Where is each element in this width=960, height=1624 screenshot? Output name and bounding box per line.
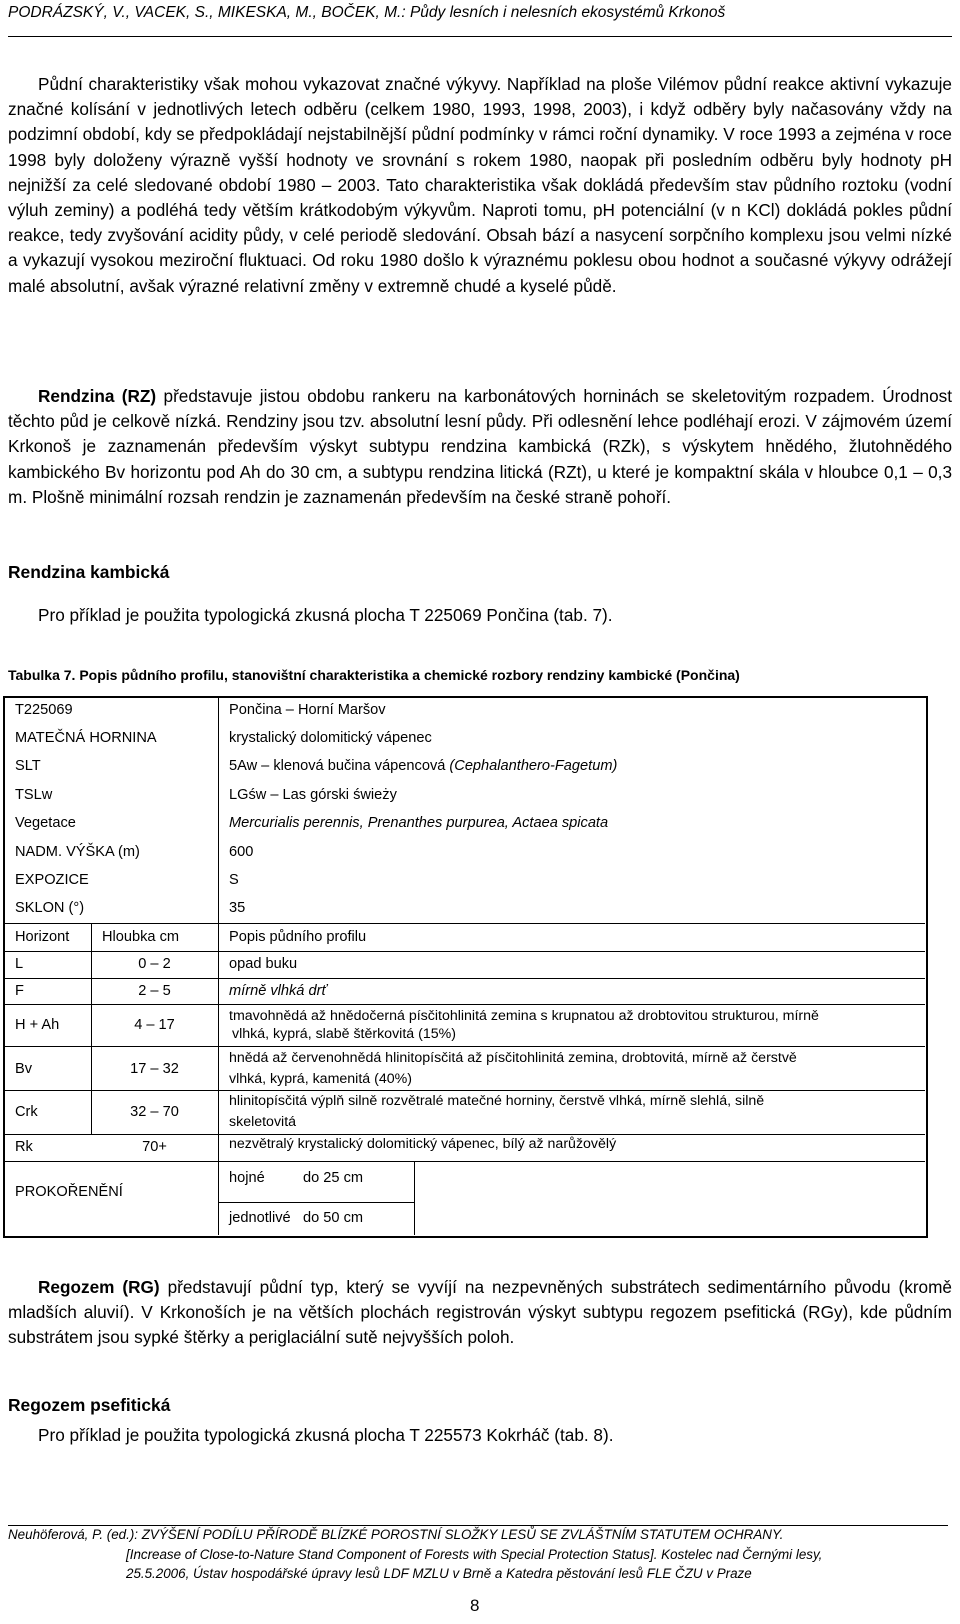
horizon-cell: Rk (15, 1139, 33, 1155)
header-authors: PODRÁZSKÝ, V., VACEK, S., MIKESKA, M., BOČEK, M. (8, 4, 402, 21)
table-rule (5, 1004, 925, 1005)
table-caption-label: Tabulka 7. (8, 667, 76, 683)
meta-label: TSLw (15, 787, 53, 803)
meta-label: MATEČNÁ HORNINA (15, 730, 157, 746)
meta-label: Vegetace (15, 815, 76, 831)
description-cell-cont: vlhká, kyprá, kamenitá (40%) (229, 1071, 412, 1087)
section-heading-rendzina-kambicka: Rendzina kambická (8, 562, 170, 582)
depth-cell: 4 – 17 (134, 1017, 175, 1033)
depth-cell: 0 – 2 (138, 956, 171, 972)
meta-value: 600 (229, 844, 254, 860)
meta-label: EXPOZICE (15, 872, 89, 888)
meta-value: Mercurialis perennis, Prenanthes purpurea, Actaea spicata (229, 815, 609, 831)
meta-label: NADM. VÝŠKA (m) (15, 844, 140, 860)
rendzina-term: Rendzina (RZ) (38, 386, 157, 406)
description-cell: mírně vlhká drť (229, 983, 327, 999)
depth-cell: 32 – 70 (130, 1104, 179, 1120)
table-caption (8, 667, 740, 683)
description-cell-cont: vlhká, kyprá, slabě štěrkovitá (15%) (232, 1026, 456, 1042)
depth-cell: 17 – 32 (130, 1061, 179, 1077)
table-rule (5, 1090, 925, 1091)
rooting-density: hojné (229, 1170, 265, 1186)
horizon-cell: L (15, 956, 24, 972)
header-rule (8, 36, 952, 37)
rooting-depth: do 50 cm (303, 1210, 364, 1226)
col-header-description: Popis půdního profilu (229, 929, 367, 945)
table-rule (5, 1046, 925, 1047)
meta-label: SKLON (°) (15, 900, 85, 916)
table-rule (218, 1202, 414, 1203)
meta-value: Pončina – Horní Maršov (229, 702, 386, 718)
meta-value: S (229, 872, 239, 888)
depth-cell: 70+ (142, 1139, 167, 1155)
regozem-term: Regozem (RG) (38, 1277, 160, 1297)
description-cell: hlinitopísčitá výplň silně rozvětralé matečné horniny, čerstvě vlhká, mírně slehlá, silně (229, 1093, 765, 1109)
horizon-cell: Crk (15, 1104, 38, 1120)
meta-value: 5Aw – klenová bučina vápencová (Cephalanthero-Fagetum) (229, 758, 618, 774)
table-rule (5, 951, 925, 952)
section-text-rendzina-kambicka: Pro příklad je použita typologická zkusná plocha T 225069 Pončina (tab. 7). (38, 605, 613, 625)
horizon-cell: F (15, 983, 24, 999)
footer-line: [Increase of Close-to-Nature Stand Component of Forests with Special Protection Status]. Kostelec nad Černými lesy, (126, 1547, 823, 1562)
meta-value: 35 (229, 900, 246, 916)
section-text-regozem-psefiticka: Pro příklad je použita typologická zkusná plocha T 225573 Kokrháč (tab. 8). (38, 1425, 614, 1445)
page-number: 8 (470, 1596, 480, 1615)
horizon-cell: Bv (15, 1061, 33, 1077)
section-heading-regozem-psefiticka: Regozem psefitická (8, 1395, 171, 1415)
paragraph-regozem: Regozem (RG) představují půdní typ, který se vyvíjí na nezpevněných substrátech sedimentárního původu (kromě mladších aluvií). V Krkonoších je na větších plochách registrován výskyt subtypu regozem psefitická (RGy), kde půdním substrátem jsou sypké štěrky a periglaciální sutě nejvyšších poloh. (8, 1277, 952, 1348)
soil-profile-table (3, 696, 928, 1238)
table-rule (5, 978, 925, 979)
table-rule (5, 1161, 925, 1162)
table-rule (5, 1134, 925, 1135)
table-column-rule (218, 698, 219, 1235)
table-column-rule (414, 1161, 415, 1235)
depth-cell: 2 – 5 (138, 983, 171, 999)
header-title: : Půdy lesních i nelesních ekosystémů Krkonoš (401, 4, 726, 21)
col-header-horizon: Horizont (15, 929, 70, 945)
horizon-cell: H + Ah (15, 1017, 60, 1033)
paragraph-rendzina: Rendzina (RZ) představuje jistou obdobu rankeru na karbonátových horninách se skeletovitým rozpadem. Úrodnost těchto půd je celkově nízká. Rendziny jsou tzv. absolutní lesní půdy. Při odlesnění lehce podléhají erozi. V zájmovém území Krkonoš je zaznamenán především výskyt subtypu rendzina kambická (RZk), s výskytem hnědého, žlutohnědého kambického Bv horizontu pod Ah do 30 cm, a subtypu rendzina litická (RZt), u které je kompaktní skála v hloubce 0,1 – 0,3 m. Plošně minimální rozsah rendzin je zaznamenán především na české straně pohoří. (8, 386, 953, 507)
rooting-density: jednotlivé (229, 1210, 291, 1226)
meta-label: T225069 (15, 702, 73, 718)
table-rule (5, 923, 925, 924)
description-cell: nezvětralý krystalický dolomitický vápenec, bílý až narůžovělý (229, 1136, 617, 1152)
description-cell: opad buku (229, 956, 298, 972)
table-caption-text: Popis půdního profilu, stanovištní charakteristika a chemické rozbory rendziny kambické (Pončina) (75, 667, 740, 683)
rooting-depth: do 25 cm (303, 1170, 364, 1186)
rooting-label: PROKOŘENĚNÍ (15, 1184, 123, 1200)
meta-label: SLT (15, 758, 41, 774)
description-cell: hnědá až červenohnědá hlinitopísčitá až písčitohlinitá zemina, drobtovitá, mírně až čerstvě (229, 1050, 797, 1066)
footer-rule (8, 1525, 948, 1526)
description-cell-cont: skeletovitá (229, 1114, 297, 1130)
running-header (8, 4, 725, 22)
footer-line: 25.5.2006, Ústav hospodářské úpravy lesů LDF MZLU v Brně a Katedra pěstování lesů FLE ČZU v Praze (126, 1566, 752, 1581)
meta-value: LGśw – Las górski świeży (229, 787, 397, 803)
meta-value: krystalický dolomitický vápenec (229, 730, 432, 746)
description-cell: tmavohnědá až hnědočerná písčitohlinitá zemina s krupnatou až drobtovitou strukturou, mírně (229, 1008, 819, 1024)
paragraph-soil-characteristics: Půdní charakteristiky však mohou vykazovat značné výkyvy. Například na ploše Vilémov půdní reakce aktivní vykazuje značné kolísání v jednotlivých letech odběru (celkem 1980, 1993, 1998, 2003), i když odběry byly načasovány vždy na podzimní období, kdy se předpokládají nejstabilnější půdní podmínky v rámci roční dynamiky. V roce 1993 a zejména v roce 1998 byly doloženy výrazně vyšší hodnoty ve srovnání s rokem 1980, naopak při posledním odběru byly hodnoty pH nejnižší za celé sledované období 1980 – 2003. Tato charakteristika však dokládá především stav půdního roztoku (vodní výluh zeminy) a podléhá tedy větším krátkodobým výkyvům. Naproti tomu, pH potenciální (v n KCl) dokládá pokles půdní reakce, tedy zvyšování acidity půdy, v celé periodě sledování. Obsah bází a nasycení sorpčního komplexu jsou velmi nízké a vykazují vysokou meziroční fluktuaci. Od roku 1980 došlo k výraznému poklesu obou hodnot a současné výkyvy odrážejí malé absolutní, avšak výrazné relativní změny v extremně chudé a kyselé půdě. (8, 74, 952, 296)
col-header-depth: Hloubka cm (102, 929, 180, 945)
footer-line: Neuhöferová, P. (ed.): ZVÝŠENÍ PODÍLU PŘÍRODĚ BLÍZKÉ POROSTNÍ SLOŽKY LESŮ SE ZVLÁŠTNÍM STATUTEM OCHRANY. (8, 1527, 784, 1542)
